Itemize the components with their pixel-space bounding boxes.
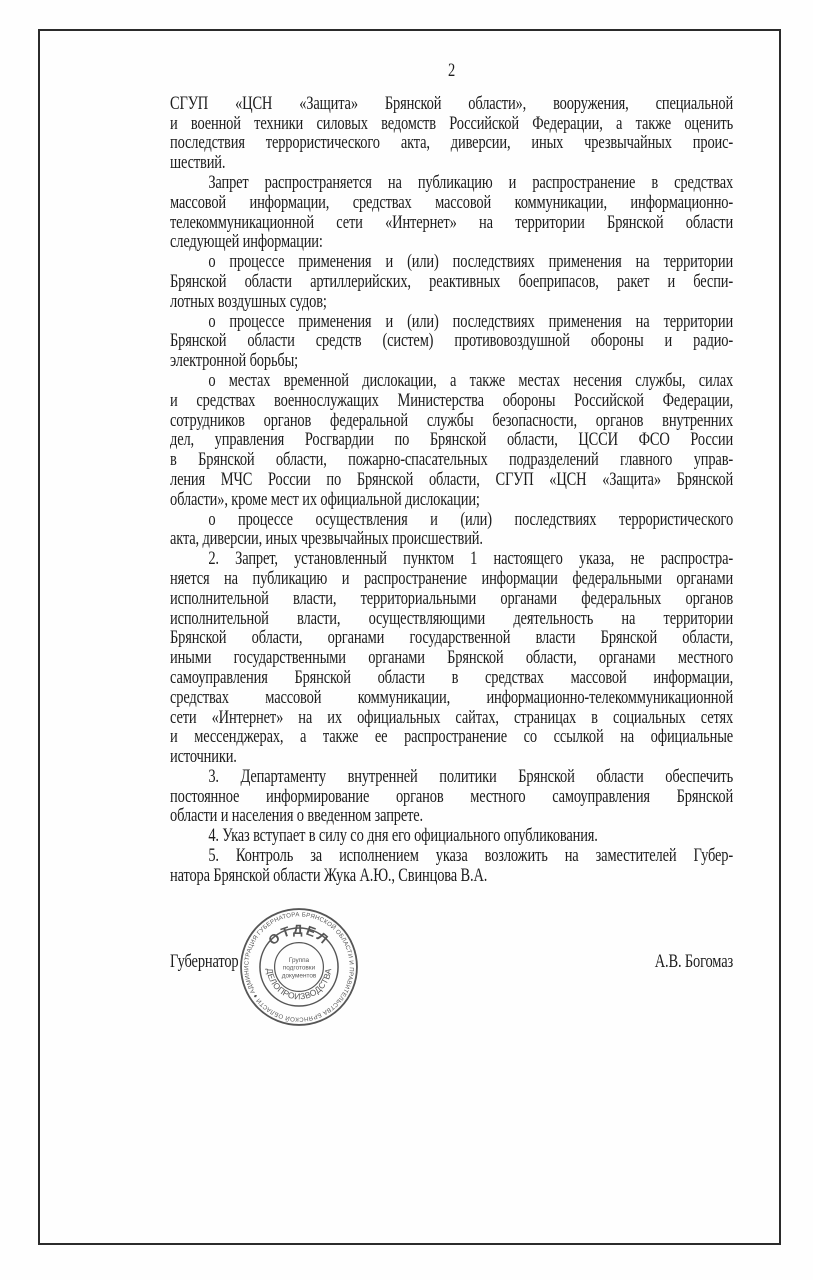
text-line: шествий. [170, 153, 226, 174]
svg-text:ОТДЕЛ [265, 922, 332, 948]
text-line: о процессе осуществления и (или) последствиях террористического [208, 509, 734, 530]
text-line: и мессенджерах, а также ее распространение со ссылкой на официальные [170, 727, 734, 748]
text-line: няется на публикацию и распространение информации федеральными органами [170, 568, 734, 589]
text-line: дел, управления Росгвардии по Брянской области, ЦССИ ФСО России [170, 430, 734, 451]
text-line: массовой информации, средствах массовой коммуникации, информационно- [170, 192, 734, 213]
text-line: постоянное информирование органов местного самоуправления Брянской [170, 786, 734, 807]
text-line: акта, диверсии, иных чрезвычайных происшествий. [170, 529, 483, 550]
text-line: области и населения о введенном запрете. [170, 806, 424, 827]
stamp-department-bottom-text: ДЕЛОПРОИЗВОДСТВА [264, 967, 334, 1002]
text-line: в Брянской области, пожарно-спасательных подразделений главного управ- [170, 450, 734, 471]
text-line: электронной борьбы; [170, 351, 299, 372]
text-line: иными государственными органами Брянской области, органами местного [170, 648, 734, 669]
text-line: и военной техники силовых ведомств Российской Федерации, а также оценить [170, 113, 734, 134]
signature-name: А.В. Богомаз [654, 951, 734, 972]
text-line: ления МЧС России по Брянской области, СГУП «ЦСН «Защита» Брянской [170, 469, 734, 490]
text-line: исполнительной власти, территориальными органами федеральных органов [170, 588, 734, 609]
stamp-outer-text: АДМИНИСТРАЦИЯ ГУБЕРНАТОРА БРЯНСКОЙ ОБЛАСТИ И ПРАВИТЕЛЬСТВА БРЯНСКОЙ ОБЛАСТИ ♦ [243, 911, 355, 1023]
text-line: о местах временной дислокации, а также местах несения службы, силах [208, 370, 734, 391]
text-line: последствия террористического акта, диверсии, иных чрезвычайных проис- [170, 133, 734, 154]
text-line: о процессе применения и (или) последствиях применения на территории [208, 311, 734, 332]
official-stamp [229, 906, 369, 1028]
document-content [170, 62, 733, 972]
text-line: следующей информации: [170, 232, 323, 253]
text-line: 2. Запрет, установленный пунктом 1 настоящего указа, не распростра- [208, 549, 734, 570]
document-body [170, 95, 733, 887]
signature-title: Губернатор [170, 951, 239, 972]
text-line: Запрет распространяется на публикацию и распространение в средствах [208, 172, 734, 193]
stamp-center-text-line-2: подготовки [282, 964, 316, 972]
text-line: сотрудников органов федеральной службы безопасности, органов внутренних [170, 410, 734, 431]
text-line: 4. Указ вступает в силу со дня его официального опубликования. [208, 826, 598, 847]
text-line: источники. [170, 747, 237, 768]
text-line: и средствах военнослужащих Министерства обороны Российской Федерации, [170, 390, 734, 411]
stamp-department-top-text: ОТДЕЛ [265, 922, 333, 949]
text-line: области», кроме мест их официальной дислокации; [170, 489, 480, 510]
text-line: о процессе применения и (или) последствиях применения на территории [208, 252, 734, 273]
text-line: Брянской области, органами государственной власти Брянской области, [170, 628, 734, 649]
stamp-center-text-line-1: Группа [288, 957, 310, 965]
text-line: средствах массовой коммуникации, информационно-телекоммуникационной [170, 687, 734, 708]
text-line: Брянской области средств (систем) противовоздушной обороны и радио- [170, 331, 734, 352]
text-line: Брянской области артиллерийских, реактивных боеприпасов, ракет и беспи- [170, 271, 734, 292]
text-line: СГУП «ЦСН «Защита» Брянской области», вооружения, специальной [170, 93, 734, 114]
text-line: телекоммуникационной сети «Интернет» на территории Брянской области [170, 212, 734, 233]
stamp-center-text-line-3: документов [281, 972, 317, 980]
text-line: исполнительной власти, осуществляющими деятельность на территории [170, 608, 734, 629]
text-line: натора Брянской области Жука А.Ю., Свинцова В.А. [170, 865, 488, 886]
text-line: 5. Контроль за исполнением указа возложить на заместителей Губер- [208, 846, 734, 867]
text-line: 3. Департаменту внутренней политики Брянской области обеспечить [208, 766, 734, 787]
text-line: сети «Интернет» на их официальных сайтах, страницах в социальных сетях [170, 707, 734, 728]
text-line: самоуправления Брянской области в средствах массовой информации, [170, 667, 734, 688]
page-number: 2 [447, 61, 456, 81]
text-line: лотных воздушных судов; [170, 291, 327, 312]
